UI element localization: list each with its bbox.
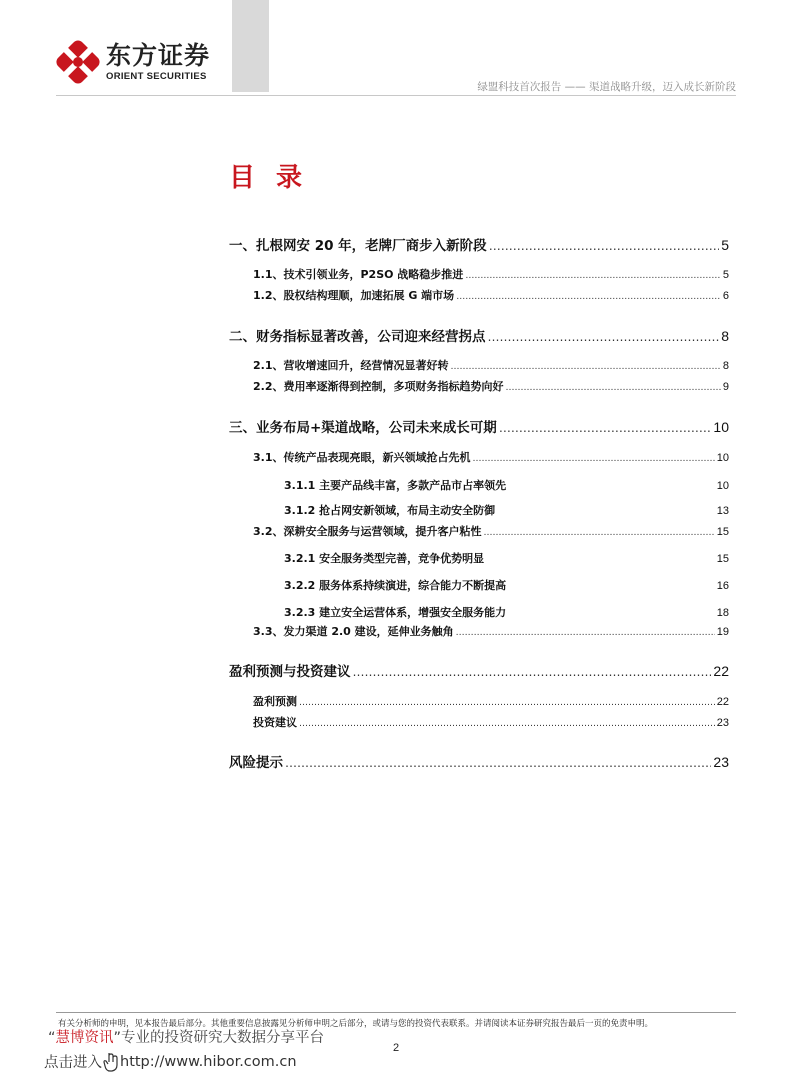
- watermark-link[interactable]: [44, 1051, 297, 1072]
- toc-entry[interactable]: [253, 449, 729, 465]
- page-number: 2: [393, 1042, 400, 1054]
- toc-entry[interactable]: [253, 693, 729, 709]
- toc-entry[interactable]: [229, 660, 729, 680]
- toc-leader-dots: [484, 528, 715, 538]
- toc-entry-label: 1.1、技术引领业务，P2SO 战略稳步推进: [253, 268, 464, 281]
- toc-entry-label: 三、业务布局+渠道战略，公司未来成长可期: [229, 420, 497, 436]
- toc-entry[interactable]: [229, 416, 729, 436]
- toc-entry-page: 13: [716, 505, 729, 517]
- toc-leader-dots: [353, 665, 712, 679]
- toc-entry[interactable]: [284, 604, 729, 620]
- toc-leader-dots: [465, 271, 721, 281]
- watermark-quote: “: [48, 1030, 56, 1046]
- logo-chinese-name: 东方证券: [106, 41, 211, 70]
- toc-entry-label: 3.1、传统产品表现亮眼，新兴领域抢占先机: [253, 451, 471, 464]
- report-title: 绿盟科技首次报告 —— 渠道战略升级，迈入成长新阶段: [477, 81, 736, 93]
- toc-entry-page: 22: [716, 696, 729, 708]
- toc-entry-page: 18: [716, 607, 729, 619]
- watermark-url[interactable]: http://www.hibor.com.cn: [120, 1053, 297, 1070]
- toc-leader-dots: [299, 698, 715, 708]
- toc-entry-page: 22: [713, 663, 729, 679]
- toc-entry[interactable]: [253, 357, 729, 373]
- toc-entry-page: 15: [716, 526, 729, 538]
- toc-entry[interactable]: [229, 325, 729, 345]
- toc-entry-label: 3.2、深耕安全服务与运营领域，提升客户粘性: [253, 525, 482, 538]
- toc-entry-page: 23: [713, 754, 729, 770]
- toc-entry-label: 3.2.1 安全服务类型完善，竞争优势明显: [284, 552, 485, 565]
- toc-entry-page: 9: [722, 381, 729, 393]
- watermark-brand: 慧博资讯: [55, 1030, 114, 1046]
- toc-entry[interactable]: [229, 751, 729, 771]
- watermark-slogan: [48, 1026, 324, 1047]
- toc-entry-label: 3.1.2 抢占网安新领域，布局主动安全防御: [284, 504, 496, 517]
- toc-entry-label: 2.2、费用率逐渐得到控制，多项财务指标趋势向好: [253, 380, 504, 393]
- toc-leader-dots: [456, 292, 721, 302]
- toc-entry[interactable]: [284, 577, 729, 593]
- toc-leader-dots: [299, 719, 715, 729]
- toc-entry-page: 16: [716, 580, 729, 592]
- toc-entry[interactable]: [253, 287, 729, 303]
- toc-entry-label: 投资建议: [253, 716, 297, 729]
- toc-entry-label: 二、财务指标显著改善，公司迎来经营拐点: [229, 329, 486, 345]
- toc-entry[interactable]: [253, 523, 729, 539]
- toc-entry-page: 8: [722, 360, 729, 372]
- toc-entry-page: 8: [721, 328, 729, 344]
- logo-english-name: ORIENT SECURITIES: [106, 71, 207, 82]
- toc-leader-dots: [456, 628, 715, 638]
- toc-entry-page: 10: [716, 480, 729, 492]
- toc-entry-page: 5: [722, 269, 729, 281]
- disclaimer-text: 有关分析师的申明，见本报告最后部分。其他重要信息披露见分析师申明之后部分，或请与您的投资代表联系。并请阅读本证券研究报告最后一页的免责申明。: [58, 1019, 654, 1029]
- toc-entry-page: 5: [721, 237, 729, 253]
- toc-leader-dots: [506, 383, 721, 393]
- toc-entry[interactable]: [284, 550, 729, 566]
- toc-entry[interactable]: [284, 502, 729, 518]
- toc-entry-page: 19: [716, 626, 729, 638]
- toc-entry[interactable]: [284, 477, 729, 493]
- toc-entry-label: 3.1.1 主要产品线丰富，多款产品市占率领先: [284, 479, 507, 492]
- toc-leader-dots: [499, 421, 712, 435]
- toc-entry[interactable]: [253, 266, 729, 282]
- toc-leader-dots: [473, 454, 715, 464]
- toc-entry-page: 10: [716, 452, 729, 464]
- toc-leader-dots: [451, 362, 721, 372]
- watermark-link-prefix: 点击进入: [44, 1055, 102, 1071]
- toc-entry[interactable]: [253, 714, 729, 730]
- watermark-slogan-text: ”专业的投资研究大数据分享平台: [113, 1030, 325, 1046]
- toc-heading: 目 录: [229, 163, 309, 193]
- toc-entry-label: 2.1、营收增速回升，经营情况显著好转: [253, 359, 449, 372]
- toc-leader-dots: [489, 239, 720, 253]
- toc-leader-dots: [488, 330, 720, 344]
- toc-entry-page: 6: [722, 290, 729, 302]
- toc-entry-page: 10: [713, 419, 729, 435]
- toc-entry-label: 3.2.2 服务体系持续演进，综合能力不断提高: [284, 579, 507, 592]
- pointer-hand-icon: [103, 1052, 119, 1072]
- toc-entry[interactable]: [253, 623, 729, 639]
- toc-entry-label: 3.3、发力渠道 2.0 建设，延伸业务触角: [253, 625, 454, 638]
- toc-entry[interactable]: [229, 234, 729, 254]
- toc-entry-label: 1.2、股权结构理顺，加速拓展 G 端市场: [253, 289, 455, 302]
- toc-entry-label: 盈利预测: [253, 695, 297, 708]
- toc-entry-label: 一、扎根网安 20 年，老牌厂商步入新阶段: [229, 238, 487, 254]
- toc-entry-page: 23: [716, 717, 729, 729]
- toc-entry[interactable]: [253, 378, 729, 394]
- toc-entry-label: 3.2.3 建立安全运营体系，增强安全服务能力: [284, 606, 507, 619]
- toc-entry-page: 15: [716, 553, 729, 565]
- toc-entry-label: 盈利预测与投资建议: [229, 664, 351, 680]
- footer-divider: [56, 1012, 736, 1013]
- toc-leader-dots: [285, 756, 711, 770]
- toc-entry-label: 风险提示: [229, 755, 283, 771]
